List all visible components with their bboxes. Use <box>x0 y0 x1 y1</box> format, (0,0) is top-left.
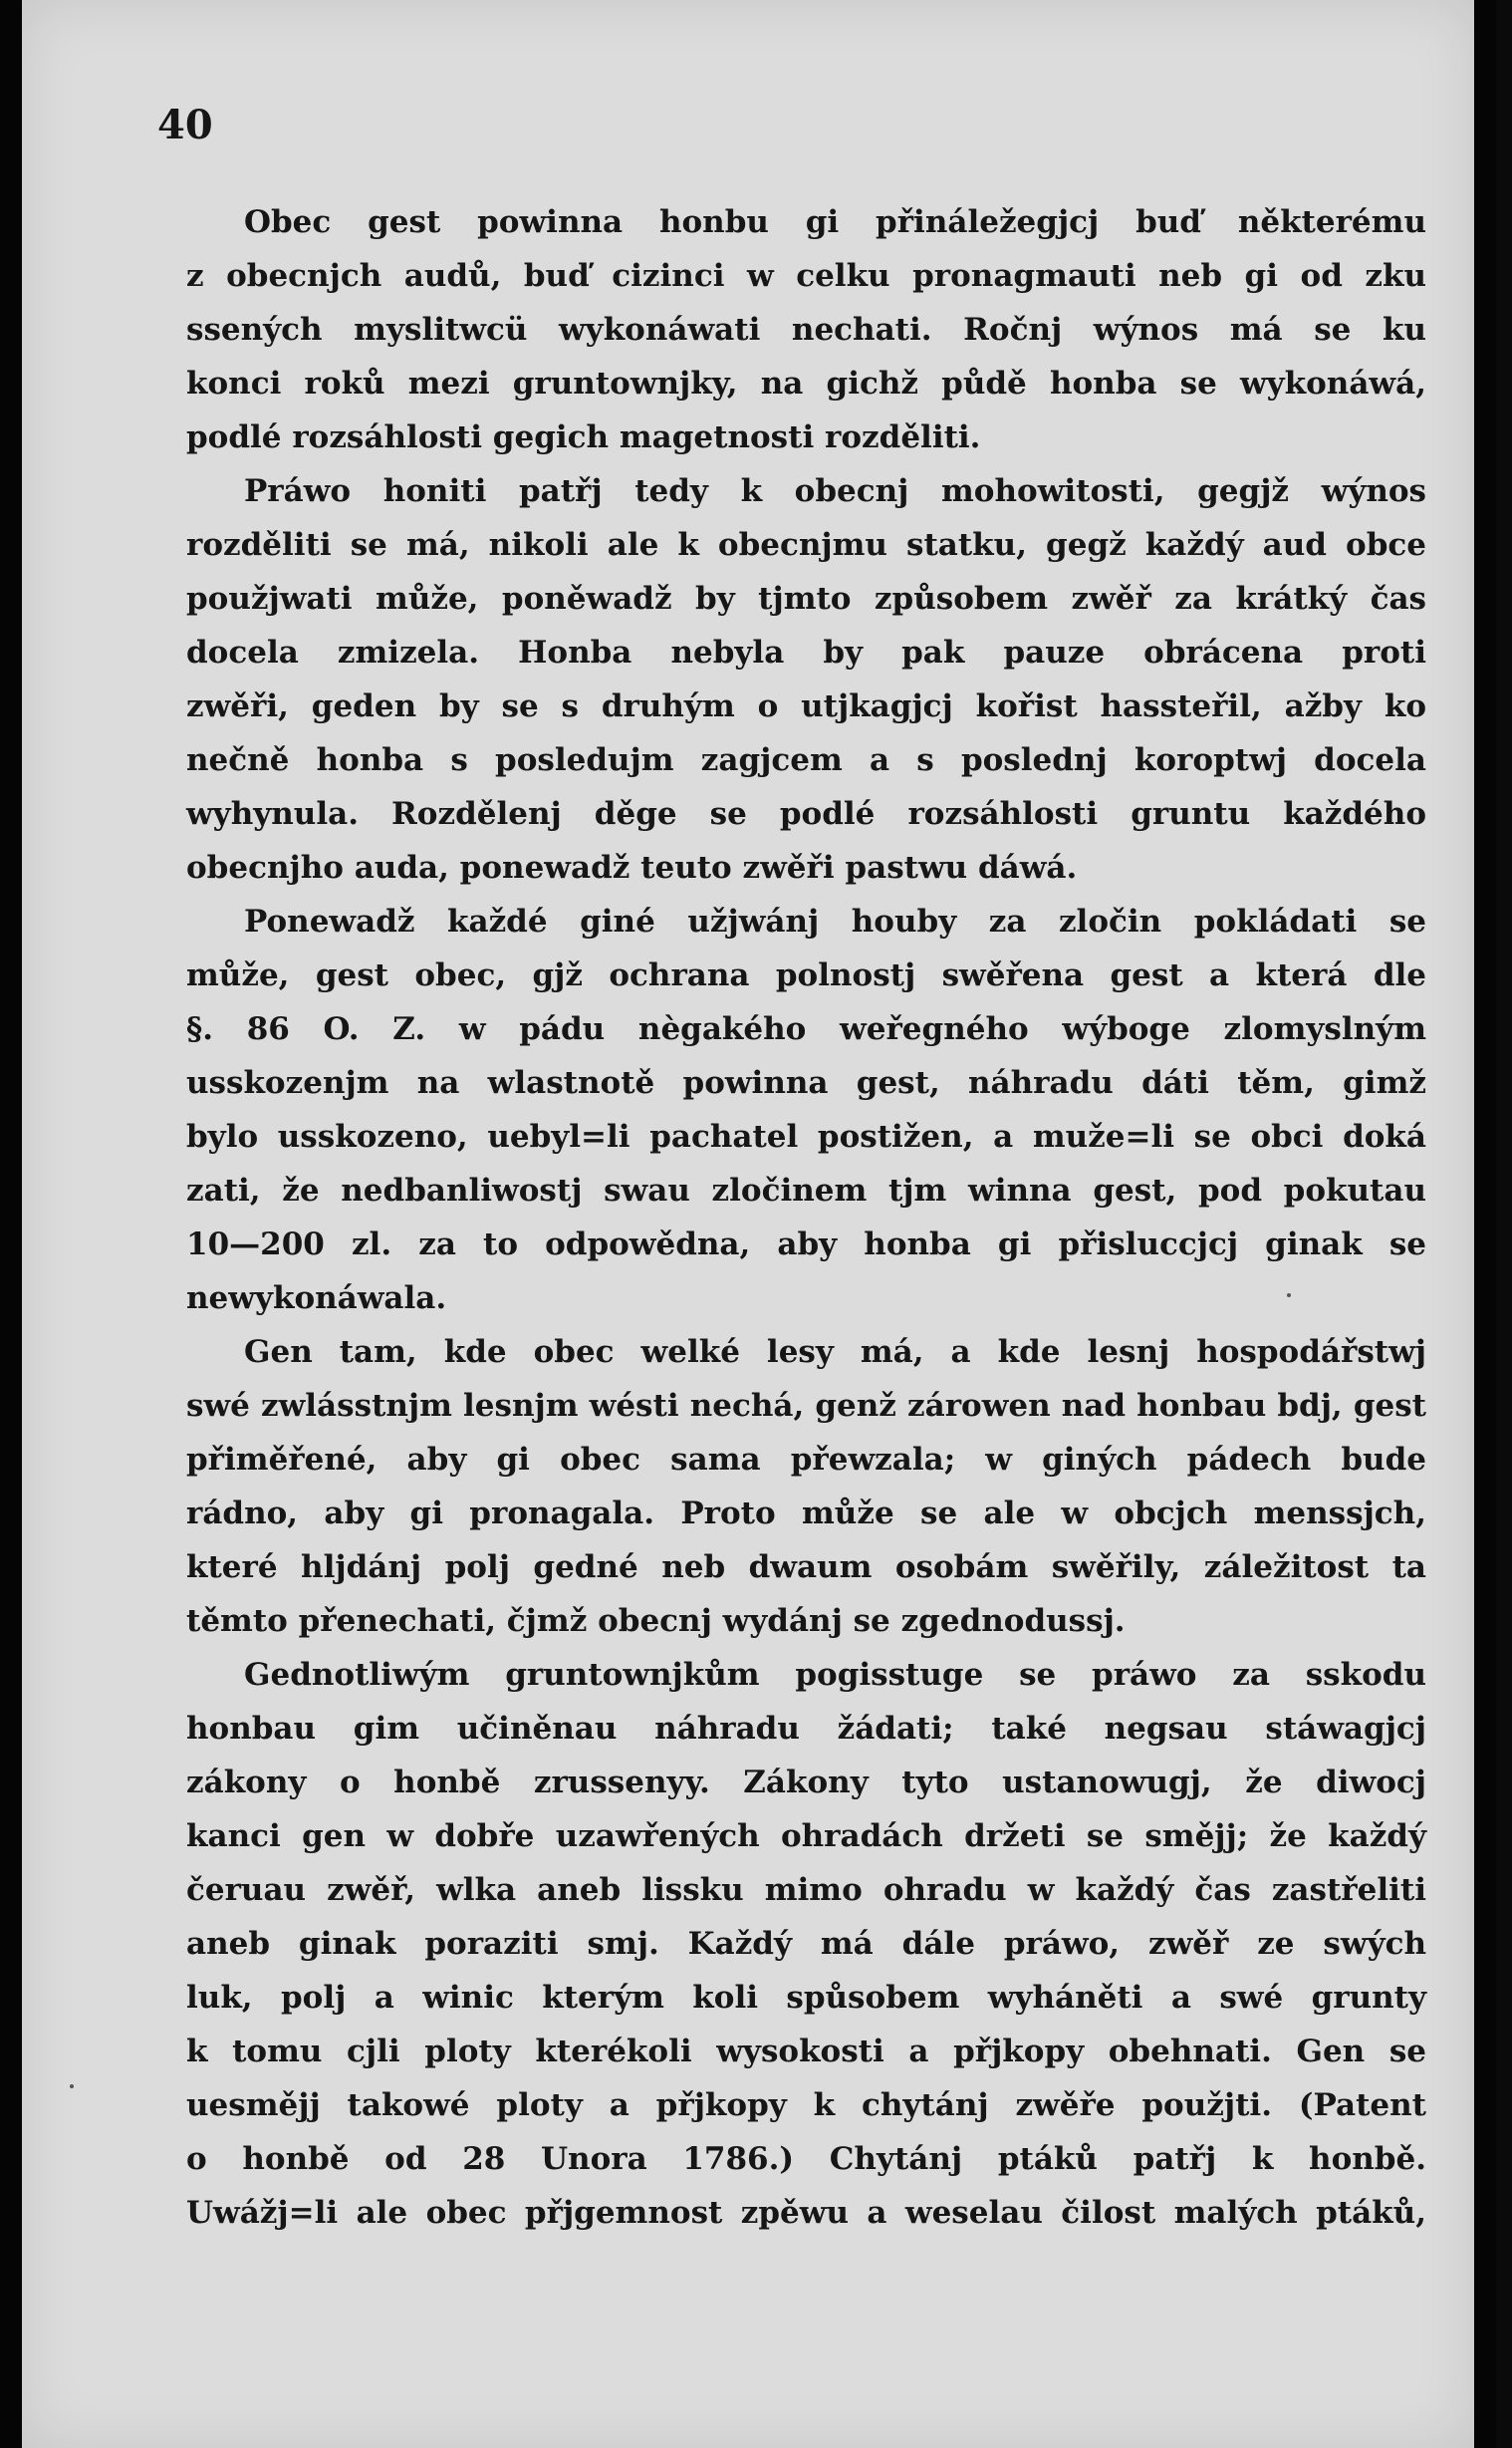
body-text <box>186 195 1426 2240</box>
text-line: k tomu cjli ploty kterékoli wysokosti a přjkopy obehnati. Gen se <box>186 2034 1426 2069</box>
text-line: bylo usskozeno, uebyl=li pachatel postižen, a muže=li se obci doká <box>186 1119 1426 1155</box>
text-line: nečně honba s posledujm zagjcem a s poslednj koroptwj docela <box>186 742 1426 778</box>
text-line: Ponewadž každé giné užjwánj houby za zločin pokládati se <box>244 904 1426 940</box>
text-line: rádno, aby gi pronagala. Proto může se ale w obcjch menssjch, <box>186 1496 1426 1531</box>
text-line: luk, polj a winic kterým koli spůsobem wyháněti a swé grunty <box>186 1980 1426 2016</box>
text-line: o honbě od 28 Unora 1786.) Chytánj ptáků patřj k honbě. <box>186 2141 1426 2177</box>
text-line: swé zwlásstnjm lesnjm wésti nechá, genž zárowen nad honbau bdj, gest <box>186 1388 1426 1424</box>
text-line: aneb ginak poraziti smj. Každý má dále práwo, zwěř ze swých <box>186 1926 1426 1962</box>
text-line: Práwo honiti patřj tedy k obecnj mohowitosti, gegjž wýnos <box>244 473 1426 509</box>
text-line: konci roků mezi gruntownjky, na gichž půdě honba se wykonáwá, <box>186 366 1426 402</box>
text-line: ssených myslitwcü wykonáwati nechati. Ročnj wýnos má se ku <box>186 312 1426 348</box>
page-number: 40 <box>157 102 213 148</box>
text-line: wyhynula. Rozdělenj děge se podlé rozsáhlosti gruntu každého <box>186 796 1426 832</box>
text-line: přiměřené, aby gi obec sama přewzala; w giných pádech bude <box>186 1442 1426 1478</box>
text-line: z obecnjch audů, buď cizinci w celku pronagmauti neb gi od zku <box>186 258 1426 294</box>
text-line: Gednotliwým gruntownjkům pogisstuge se práwo za sskodu <box>244 1657 1426 1693</box>
text-line: zwěři, geden by se s druhým o utjkagjcj kořist hassteřil, ažby ko <box>186 688 1426 724</box>
text-line: honbau gim učiněnau náhradu žádati; také negsau stáwagjcj <box>186 1711 1426 1747</box>
book-page <box>22 0 1474 2448</box>
text-line: docela zmizela. Honba nebyla by pak pauze obrácena proti <box>186 635 1426 671</box>
text-line: Uwážj=li ale obec přjgemnost zpěwu a weselau čilost malých ptáků, <box>186 2195 1426 2231</box>
paper-speck <box>70 2084 74 2088</box>
text-line: 10—200 zl. za to odpowědna, aby honba gi přisluссjcj ginak se <box>186 1226 1426 1262</box>
text-line: těmto přenechati, čjmž obecnj wydánj se zgednodussj. <box>186 1603 1126 1639</box>
text-line: použjwati může, poněwadž by tjmto způsobem zwěř za krátký čas <box>186 581 1426 617</box>
text-line: uesmějj takowé ploty a přjkopy k chytánj zwěře použjti. (Patent <box>186 2087 1426 2123</box>
scan-edge <box>1496 0 1512 2448</box>
text-line: §. 86 O. Z. w pádu nègakého weřegného wýboge zlomyslným <box>186 1011 1426 1047</box>
text-line: zati, že nedbanliwostj swau zločinem tjm winna gest, pod pokutau <box>186 1173 1426 1209</box>
text-line: Obec gest powinna honbu gi přináležegjcj buď některému <box>244 204 1426 240</box>
text-line: podlé rozsáhlosti gegich magetnosti rozděliti. <box>186 419 981 455</box>
text-line: kanci gen w dobře uzawřených ohradách držeti se smějj; že každý <box>186 1818 1426 1854</box>
text-line: usskozenjm na wlastnotě powinna gest, náhradu dáti těm, gimž <box>186 1065 1426 1101</box>
text-line: Gen tam, kde obec welké lesy má, a kde lesnj hospodářstwj <box>244 1334 1426 1370</box>
text-line: newykonáwala. <box>186 1280 447 1316</box>
text-line: zákony o honbě zrussenyy. Zákony tyto ustanowugj, že diwocj <box>186 1765 1426 1800</box>
text-line: které hljdánj polj gedné neb dwaum osobám swěřily, záležitost ta <box>186 1549 1426 1585</box>
paper-speck <box>1287 1293 1291 1297</box>
text-line: čeruau zwěř, wlka aneb lissku mimo ohradu w každý čas zastřeliti <box>186 1872 1426 1908</box>
text-line: může, gest obec, gjž ochrana polnostj swěřena gest a která dle <box>186 957 1426 993</box>
text-line: rozděliti se má, nikoli ale k obecnjmu statku, gegž každý aud obce <box>186 527 1426 563</box>
text-line: obecnjho auda, ponewadž teuto zwěři pastwu dáwá. <box>186 850 1078 886</box>
